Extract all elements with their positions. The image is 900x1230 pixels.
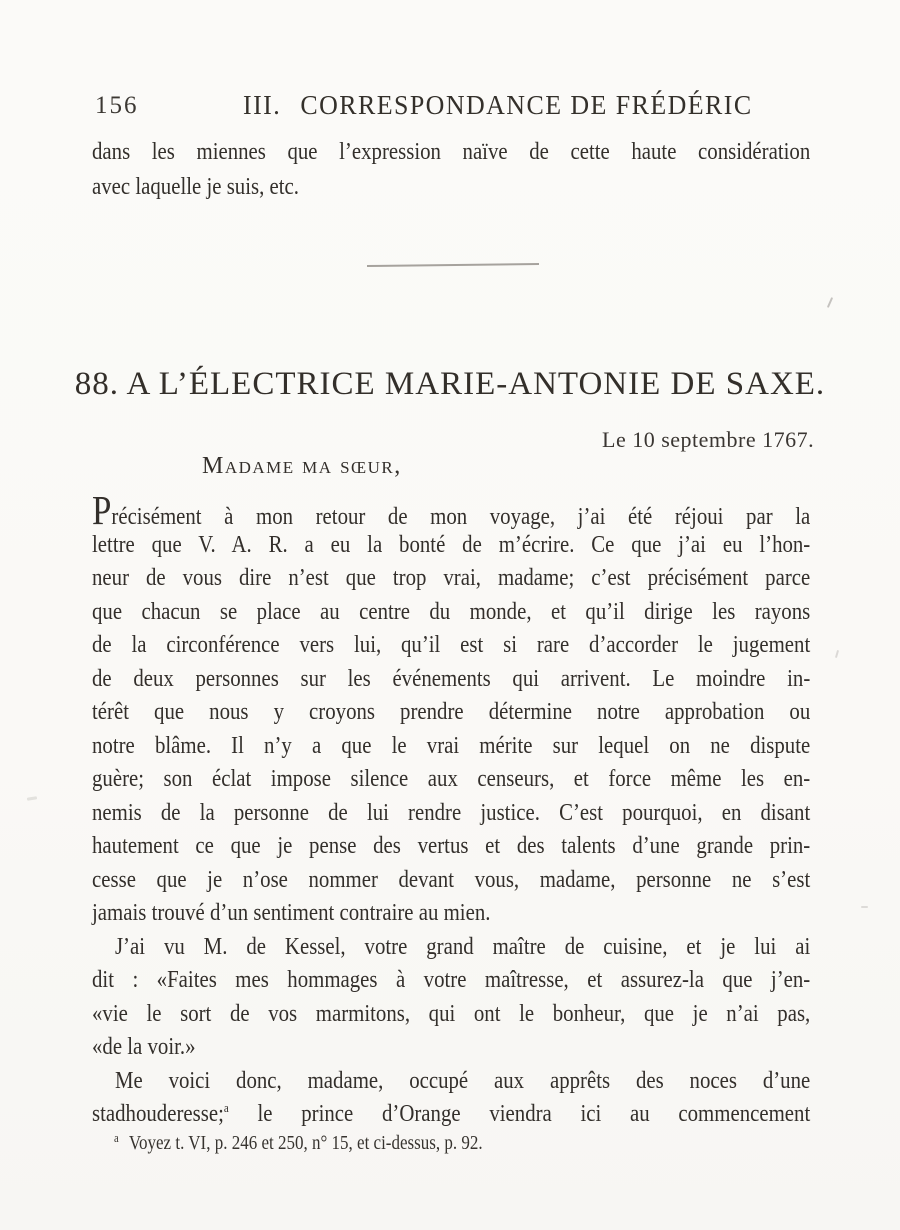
section-numeral: III. [243, 90, 282, 120]
section-divider-rule [367, 263, 539, 267]
text-line: J’ai vu M. de Kessel, votre grand maître de cuisine, et je lui ai [114, 932, 811, 960]
scan-artifact [861, 906, 868, 908]
text-line: «vie le sort de vos marmitons, qui ont le bonheur, que je n’ai pas, [92, 999, 811, 1027]
scan-artifact [827, 297, 833, 308]
text-line: dans les miennes que l’expression naïve de cette haute considération [92, 138, 811, 165]
text-line: lettre que V. A. R. a eu la bonté de m’écrire. Ce que j’ai eu l’hon- [92, 530, 811, 558]
scan-artifact [27, 796, 37, 801]
text-line: notre blâme. Il n’y a que le vrai mérite sur lequel on ne dispute [92, 731, 811, 759]
text-line: nemis de la personne de lui rendre justice. C’est pourquoi, en disant [92, 798, 811, 826]
running-title [243, 90, 753, 121]
letter-dateline: Le 10 septembre 1767. [602, 427, 815, 452]
page-number: 156 [95, 92, 139, 119]
text-line: que chacun se place au centre du monde, et qu’il dirige les rayons [92, 597, 811, 625]
letter-salutation: Madame ma sœur, [202, 453, 402, 479]
text-line: de la circonférence vers lui, qu’il est si rare d’accorder le jugement [92, 631, 811, 658]
text-line: cesse que je n’ose nommer devant vous, madame, personne ne s’est [92, 865, 811, 893]
scan-artifact [835, 650, 839, 658]
footnote-text: Voyez t. VI, p. 246 et 250, n° 15, et ci-dessus, p. 92. [128, 1132, 483, 1154]
text-line: térêt que nous y croyons prendre détermine notre approbation ou [92, 698, 811, 725]
running-title-text: CORRESPONDANCE DE FRÉDÉRIC [300, 90, 753, 120]
text-line: dit : «Faites mes hommages à votre maîtresse, et assurez-la que j’en- [92, 966, 811, 993]
letter-heading: 88. A L’ÉLECTRICE MARIE-ANTONIE DE SAXE. [74, 366, 826, 402]
text-line: hautement ce que je pense des vertus et des talents d’une grande prin- [92, 832, 811, 859]
running-header [0, 90, 900, 122]
text-line [92, 487, 811, 533]
previous-letter-ending [92, 134, 810, 204]
initial-capital: P [92, 487, 112, 533]
text-line: «de la voir.» [92, 1033, 196, 1060]
text-line: avec laquelle je suis, etc. [92, 173, 300, 200]
text-segment: stadhouderesse; [92, 1100, 224, 1127]
text-line-rest: récisément à mon retour de mon voyage, j’ai été réjoui par la [111, 503, 811, 530]
text-line: guère; son éclat impose silence aux censeurs, et force même les en- [92, 765, 811, 792]
text-line: Me voici donc, madame, occupé aux apprêts des noces d’une [114, 1066, 811, 1094]
footnote-reference-mark: a [223, 1100, 229, 1115]
footnote-marker: a [114, 1131, 119, 1145]
text-segment: le prince d’Orange viendra ici au commencement [228, 1100, 811, 1127]
text-line: neur de vous dire n’est que trop vrai, madame; c’est précisément parce [92, 564, 811, 591]
text-line [92, 1097, 810, 1131]
letter-body [92, 487, 811, 1131]
text-line: jamais trouvé d’un sentiment contraire au mien. [92, 899, 491, 926]
footnote [114, 1131, 658, 1155]
text-line: de deux personnes sur les événements qui arrivent. Le moindre in- [92, 664, 811, 692]
